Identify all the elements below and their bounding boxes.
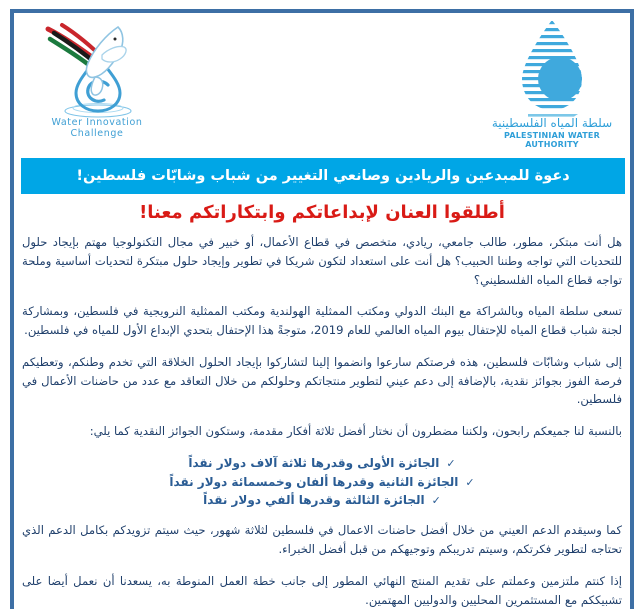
check-mark-icon: ✓	[431, 494, 441, 508]
wic-logo-line2: Challenge	[70, 127, 124, 139]
pwa-logo-arabic: سلطة المياه الفلسطينية	[491, 116, 613, 130]
prize-item-third	[22, 491, 622, 510]
paragraph-prizes-intro: بالنسبة لنا جميعكم رابحون، ولكننا مضطرون أن نختار أفضل ثلاثة أفكار مقدمة، وستكون الجوائز النقدية كما يلي:	[89, 424, 622, 439]
banner-title: دعوة للمبدعين والريادين وصانعي التغيير من شباب وشابّات فلسطين!	[76, 168, 570, 184]
paragraph-incubator-support: كما وسيقدم الدعم العيني من خلال أفضل حاضنات الاعمال في فلسطين لثلاثة شهور، حيث سيتم تزويدكم بكامل الدعم الذي تحتاجه لتطوير فكرتكم، وسيتم تدريبكم وتوجيهكم من قبل أفضل الخبراء.	[22, 523, 622, 556]
page-title: أطلقوا العنان لإبداعاتكم وابتكاراتكم معنا!	[139, 202, 505, 223]
check-mark-icon: ✓	[465, 475, 475, 489]
wic-logo-text	[32, 118, 162, 140]
prize-label-third: الجائزة الثالثة وقدرها ألفي دولار نقداً	[203, 493, 425, 508]
prize-label-second: الجائزة الثانية وقدرها ألفان وخمسمائة دولار نقداً	[169, 474, 459, 489]
flyer-content	[22, 198, 622, 609]
invitation-banner	[21, 158, 625, 194]
check-mark-icon: ✓	[446, 457, 456, 471]
water-droplet-icon	[482, 17, 622, 117]
paragraph-call-to-action: إلى شباب وشابّات فلسطين، هذه فرصتكم سارعوا وانضموا إلينا لتشاركوا بإيجاد الحلول الخلاقة التي تخدم وطنكم، وتعطيكم فرصة الفوز بجوائز نقدية، بالإضافة إلى دعم عيني لتطوير منتجاتكم وحلولكم من خلال التعاقد مع عدد من حاضنات الأعمال في فلسطين.	[22, 354, 622, 407]
prize-item-first	[22, 454, 622, 473]
paragraph-intro: هل أنت مبتكر، مطور، طالب جامعي، ريادي، متخصص في قطاع الأعمال، أو خبير في مجال التكنولوجيا مهتم بإيجاد حلول للتحديات التي تواجه وطننا الحبيب؟ هل أنت على استعداد لتكون شريكا في تطوير وإيجاد حلول مبتكرة لتحديات أساسية وملحة تواجه قطاع المياه الفلسطيني؟	[22, 235, 622, 287]
paragraph-partners: تسعى سلطة المياه وبالشراكة مع البنك الدولي ومكتب الممثلية الهولندية ومكتب الممثلية النرويجية في فلسطين، وبمشاركة لجنة شباب قطاع المياه للإحتفال بيوم المياه العالمي للعام 2019، متوجةً هذا الإحتفال بتحدي الإبداع الأول للمياه في فلسطين.	[22, 304, 622, 338]
prize-label-first: الجائزة الأولى وقدرها ثلاثة آلاف دولار نقداً	[188, 456, 440, 471]
wic-logo-line1: Water Innovation	[51, 117, 143, 128]
pwa-logo-english: PALESTINIAN WATER AUTHORITY	[504, 130, 600, 149]
dove-water-vessel-icon	[32, 19, 162, 122]
palestinian-water-authority-logo	[482, 17, 622, 150]
pwa-logo-text	[482, 117, 622, 149]
paragraph-investor-networking: إذا كنتم ملتزمين وعملتم على تقديم المنتج النهائي المطور إلى جانب خطة العمل المنوطة به، يسعدنا أن نعمل أيضا على تشبيككم مع المستثمرين المحليين والدوليين المهتمين.	[22, 573, 622, 607]
logo-row	[14, 13, 630, 150]
prize-item-second	[22, 473, 622, 492]
water-innovation-challenge-logo	[32, 19, 162, 149]
prize-list	[22, 454, 622, 510]
